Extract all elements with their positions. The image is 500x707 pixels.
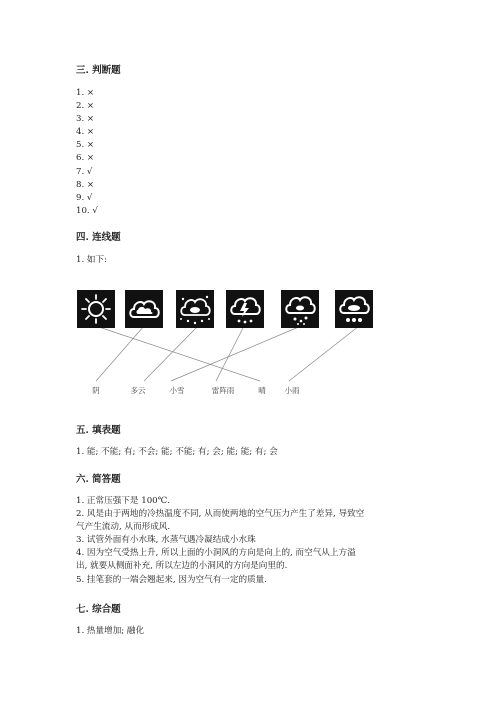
short-answer-line: 2. 风是由于两地的冷热温度不同, 从而使两地的空气压力产生了差异, 导致空 bbox=[76, 509, 365, 520]
answer-item: 5. × bbox=[76, 140, 95, 151]
short-answer-line: 出, 就要从侧面补充, 所以左边的小洞风的方向是向里的. bbox=[76, 561, 288, 572]
cloudy-icon bbox=[125, 290, 163, 328]
match-line-light-rain bbox=[289, 326, 359, 381]
match-line-thundershower bbox=[216, 326, 244, 381]
light-snow-icon bbox=[176, 290, 214, 328]
short-answers bbox=[76, 495, 364, 587]
answer-item: 2. × bbox=[76, 101, 95, 112]
matching-intro: 1. 如下: bbox=[76, 255, 108, 265]
label-cloudy: 多云 bbox=[130, 386, 146, 395]
answer-item: 7. √ bbox=[76, 166, 93, 177]
label-sunny: 晴 bbox=[258, 386, 266, 395]
short-answer-line: 5. 挂笔套的一端会翘起来, 因为空气有一定的质量. bbox=[76, 574, 268, 585]
thundershower-icon bbox=[226, 290, 264, 328]
fill-table-answer: 1. 能; 不能; 有; 不会; 能; 不能; 有; 会; 能; 能; 有; 会 bbox=[76, 447, 278, 457]
section6-title: 六. 简答题 bbox=[76, 474, 121, 485]
answer-item: 4. × bbox=[76, 127, 95, 138]
answer-item: 6. × bbox=[76, 153, 95, 164]
answer-item: 10. √ bbox=[76, 205, 98, 216]
answer-item: 9. √ bbox=[76, 192, 93, 203]
section3-title: 三. 判断题 bbox=[76, 65, 121, 76]
short-answer-line: 1. 正常压强下是 100℃. bbox=[76, 496, 170, 506]
true-false-answers bbox=[76, 87, 98, 218]
light-rain-icon bbox=[335, 290, 373, 328]
section5-title: 五. 填表题 bbox=[76, 425, 121, 436]
section7-title: 七. 综合题 bbox=[76, 604, 121, 615]
label-overcast: 阴 bbox=[92, 386, 100, 395]
label-light-rain: 小雨 bbox=[284, 386, 300, 395]
label-thundershower: 雷阵雨 bbox=[211, 386, 235, 395]
section4-title: 四. 连线题 bbox=[76, 232, 121, 243]
sunny-icon bbox=[77, 290, 115, 328]
comprehensive-answer: 1. 热量增加; 融化 bbox=[76, 626, 145, 636]
short-answer-line: 3. 试管外面有小水珠, 水蒸气遇冷凝结成小水珠 bbox=[76, 535, 256, 546]
weather-matching-figure bbox=[76, 286, 386, 398]
short-answer-line: 气产生流动, 从而形成风. bbox=[76, 522, 171, 533]
answer-item: 8. × bbox=[76, 179, 95, 190]
answer-item: 3. × bbox=[76, 114, 95, 125]
answer-item: 1. × bbox=[76, 88, 95, 98]
sleet-icon bbox=[281, 290, 319, 328]
short-answer-line: 4. 因为空气受热上升, 所以上面的小洞风的方向是向上的, 而空气从上方溢 bbox=[76, 548, 356, 559]
label-light-snow: 小雪 bbox=[169, 386, 185, 395]
